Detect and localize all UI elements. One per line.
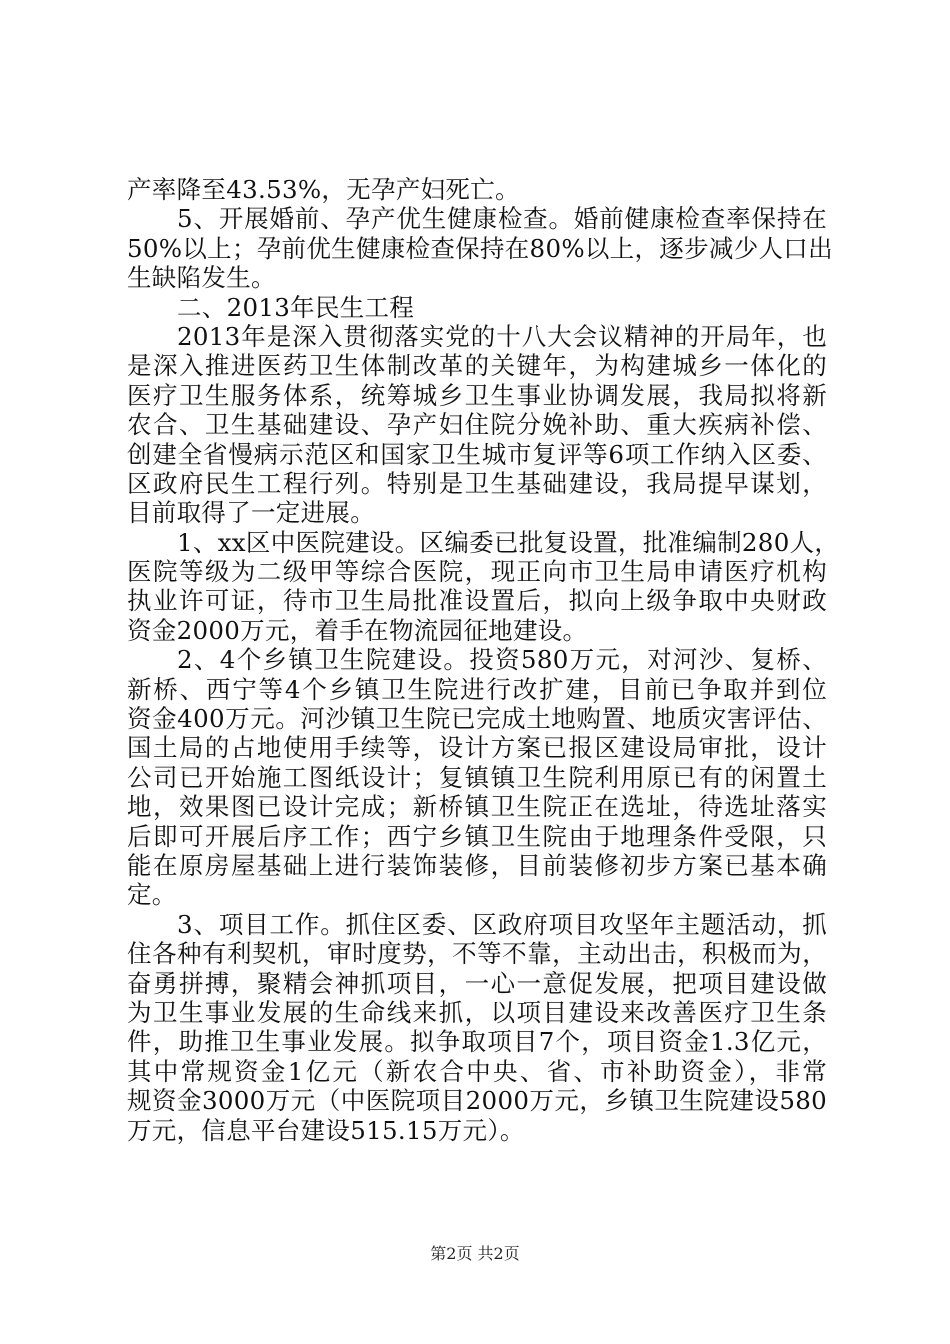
text-line: 目前取得了一定进展。 [127,498,375,528]
text-line: 2013年是深入贯彻落实党的十八大会议精神的开局年，也 [177,321,827,351]
text-line: 能在原房屋基础上进行装饰装修，目前装修初步方案已基本确 [127,850,827,880]
text-line: 农合、卫生基础建设、孕产妇住院分娩补助、重大疾病补偿、 [127,410,827,440]
text-line: 后即可开展后序工作；西宁乡镇卫生院由于地理条件受限，只 [127,821,827,851]
text-line: 规资金3000万元（中医院项目2000万元，乡镇卫生院建设580 [127,1086,827,1116]
page-footer: 第2页 共2页 [430,1244,520,1263]
text-line: 地，效果图已设计完成；新桥镇卫生院正在选址，待选址落实 [127,792,827,822]
text-line: 资金2000万元，着手在物流园征地建设。 [127,615,588,645]
text-line: 资金400万元。河沙镇卫生院已完成土地购置、地质灾害评估、 [127,704,827,734]
text-line: 3、项目工作。抓住区委、区政府项目攻坚年主题活动，抓 [177,909,827,939]
text-line: 国土局的占地使用手续等，设计方案已报区建设局审批，设计 [127,733,827,763]
text-line: 公司已开始施工图纸设计；复镇镇卫生院利用原已有的闲置土 [127,762,827,792]
text-line: 生缺陷发生。 [127,263,276,293]
text-line: 2、4个乡镇卫生院建设。投资580万元，对河沙、复桥、 [177,645,827,675]
text-line: 定。 [127,880,177,910]
text-line: 奋勇拼搏，聚精会神抓项目，一心一意促发展，把项目建设做 [127,968,827,998]
text-line: 住各种有利契机，审时度势，不等不靠，主动出击，积极而为， [127,939,827,969]
text-line: 医疗卫生服务体系，统筹城乡卫生事业协调发展，我局拟将新 [127,380,827,410]
text-line: 其中常规资金1亿元（新农合中央、省、市补助资金），非常 [127,1056,827,1086]
text-line: 新桥、西宁等4个乡镇卫生院进行改扩建，目前已争取并到位 [127,674,827,704]
text-line: 创建全省慢病示范区和国家卫生城市复评等6项工作纳入区委、 [127,439,827,469]
text-line: 医院等级为二级甲等综合医院，现正向市卫生局申请医疗机构 [127,557,827,587]
text-line: 二、2013年民生工程 [177,292,415,322]
document-body [127,175,840,1145]
text-line: 1、xx区中医院建设。区编委已批复设置，批准编制280人， [177,527,840,557]
text-line: 区政府民生工程行列。特别是卫生基础建设，我局提早谋划， [127,468,827,498]
text-line: 执业许可证，待市卫生局批准设置后，拟向上级争取中央财政 [127,586,827,616]
text-line: 万元，信息平台建设515.15万元）。 [127,1115,525,1145]
text-line: 为卫生事业发展的生命线来抓，以项目建设来改善医疗卫生条 [127,997,827,1027]
text-line: 5、开展婚前、孕产优生健康检查。婚前健康检查率保持在 [177,204,827,234]
text-line: 件，助推卫生事业发展。拟争取项目7个，项目资金1.3亿元， [127,1027,827,1057]
text-line: 50%以上；孕前优生健康检查保持在80%以上，逐步减少人口出 [127,233,833,263]
text-line: 产率降至43.53%，无孕产妇死亡。 [127,175,520,204]
text-line: 是深入推进医药卫生体制改革的关键年，为构建城乡一体化的 [127,351,827,381]
